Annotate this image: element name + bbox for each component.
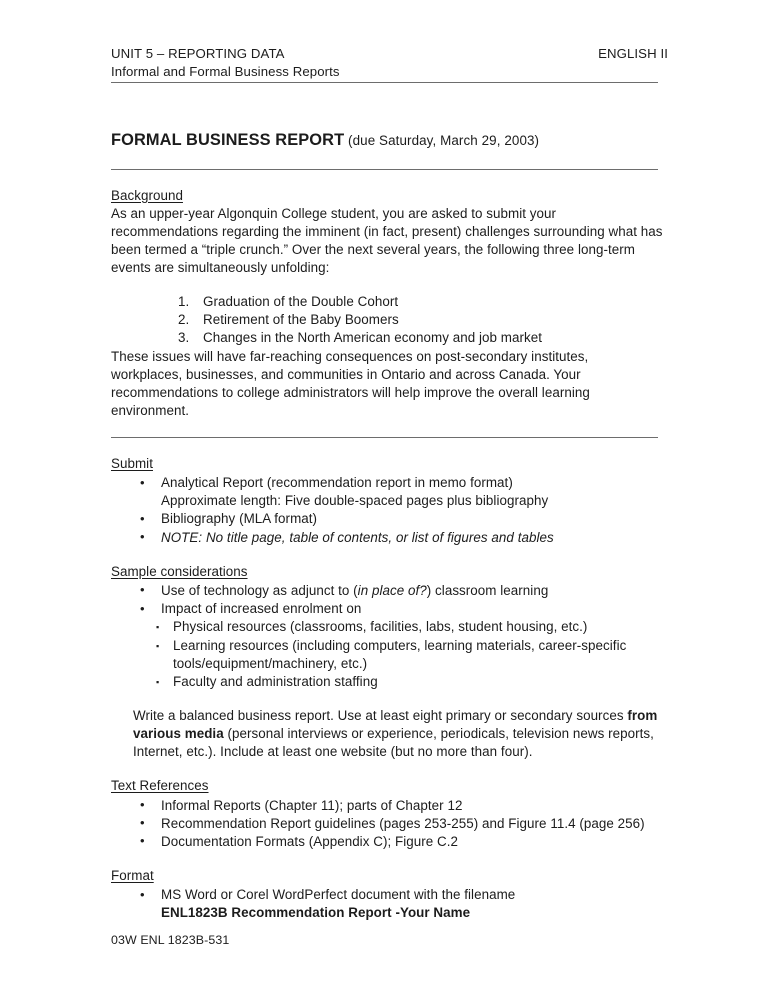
text-references-heading: Text References bbox=[111, 778, 209, 794]
header-course-title: ENGLISH II bbox=[598, 46, 668, 61]
bullet-icon: • bbox=[140, 833, 145, 849]
list-item-continuation: career-specific tools/equipment/machinery, etc.) bbox=[173, 637, 627, 671]
bullet-icon: • bbox=[140, 510, 145, 526]
document-header bbox=[111, 46, 668, 83]
page-title-due-date: (due Saturday, March 29, 2003) bbox=[344, 132, 540, 148]
list-item-label: Faculty and administration staffing bbox=[173, 673, 378, 689]
list-item-label: Impact of increased enrolment on bbox=[161, 601, 362, 617]
list-item bbox=[178, 329, 668, 347]
submit-heading-wrap bbox=[111, 455, 668, 473]
list-item bbox=[156, 637, 643, 673]
list-item bbox=[140, 833, 668, 851]
header-subtitle: Informal and Formal Business Reports bbox=[111, 63, 340, 79]
background-numbered-list bbox=[111, 293, 668, 348]
sample-considerations-list bbox=[111, 582, 668, 618]
list-item-label: Analytical Report (recommendation report in memo format) bbox=[161, 475, 513, 491]
background-paragraph: As an upper-year Algonquin College student, you are asked to submit your recommendations regarding the imminent (in fact, present) challenges surrounding what has been termed a “triple crunch.” Over the next several years, the following three long-term events are simultaneously unfolding: bbox=[111, 205, 663, 275]
header-top-row bbox=[111, 46, 668, 63]
background-consequences-paragraph: These issues will have far-reaching consequences on post-secondary institutes, workplaces, businesses, and communities in Ontario and across Canada. Your recommendations to college administrators will help improve the overall learning environment. bbox=[111, 348, 590, 418]
submit-heading: Submit bbox=[111, 455, 153, 471]
sample-considerations-sublist bbox=[111, 618, 668, 691]
list-item bbox=[140, 797, 668, 815]
document-footer bbox=[111, 932, 229, 948]
list-item-label: Learning resources (including computers, learning materials, bbox=[173, 637, 535, 653]
list-item-label-emphasis: in place of? bbox=[357, 582, 427, 598]
list-item-number: 3. bbox=[178, 330, 190, 346]
bullet-icon: • bbox=[140, 600, 145, 616]
text-references-list bbox=[111, 797, 668, 852]
section-background bbox=[111, 187, 668, 420]
list-item-label: Informal Reports (Chapter 11); parts of Chapter 12 bbox=[161, 797, 463, 813]
format-list bbox=[111, 886, 668, 922]
footer-course-code: 03W ENL 1823B-531 bbox=[111, 933, 230, 947]
list-item bbox=[140, 815, 668, 833]
list-item-number: 2. bbox=[178, 312, 190, 328]
list-item-label-pre: Use of technology as adjunct to ( bbox=[161, 582, 358, 598]
list-item-label: Graduation of the Double Cohort bbox=[203, 293, 399, 309]
header-divider bbox=[111, 82, 658, 83]
list-item-label: Documentation Formats (Appendix C); Figure C.2 bbox=[161, 833, 459, 849]
list-item bbox=[140, 886, 668, 922]
page-title bbox=[111, 130, 668, 151]
list-item-label: NOTE: No title page, table of contents, or list of figures and tables bbox=[161, 529, 554, 545]
list-item-label: MS Word or Corel WordPerfect document with the filename bbox=[161, 887, 516, 903]
section-balanced-report bbox=[111, 707, 668, 761]
bullet-icon: • bbox=[140, 582, 145, 598]
submit-list bbox=[111, 474, 668, 547]
title-divider bbox=[111, 169, 658, 170]
list-item bbox=[140, 529, 668, 547]
section-submit bbox=[111, 455, 668, 547]
list-item-label-post: ) classroom learning bbox=[426, 582, 549, 598]
format-heading: Format bbox=[111, 868, 154, 884]
bullet-icon: • bbox=[140, 815, 145, 831]
balanced-text-pre: Write a balanced business report. Use at least eight primary or secondary sources bbox=[133, 708, 628, 724]
list-item bbox=[156, 673, 643, 691]
list-item-label: Retirement of the Baby Boomers bbox=[203, 312, 399, 328]
balanced-report-paragraph bbox=[133, 707, 663, 761]
balanced-text-post: (personal interviews or experience, periodicals, television news reports, Internet, etc.). Include at least one website (but no more than four). bbox=[133, 726, 654, 760]
list-item bbox=[178, 293, 668, 311]
square-bullet-icon: ▪ bbox=[156, 676, 160, 687]
list-item bbox=[140, 600, 668, 618]
section-sample-considerations bbox=[111, 563, 668, 691]
list-item bbox=[140, 510, 668, 528]
page-title-main: FORMAL BUSINESS REPORT bbox=[111, 130, 345, 149]
square-bullet-icon: ▪ bbox=[156, 622, 160, 633]
section-text-references bbox=[111, 777, 668, 851]
text-references-heading-wrap bbox=[111, 777, 668, 795]
sample-heading-wrap bbox=[111, 563, 668, 581]
bullet-icon: • bbox=[140, 529, 145, 545]
background-heading-wrap bbox=[111, 187, 668, 205]
list-item-number: 1. bbox=[178, 293, 190, 309]
list-item-label: Physical resources (classrooms, facilities, labs, student housing, etc.) bbox=[173, 619, 588, 635]
list-item-label: Changes in the North American economy and job market bbox=[203, 330, 543, 346]
section-format bbox=[111, 867, 668, 923]
square-bullet-icon: ▪ bbox=[156, 640, 160, 651]
list-item-label: Bibliography (MLA format) bbox=[161, 511, 318, 527]
list-item-label: Recommendation Report guidelines (pages 253-255) and Figure 11.4 (page 256) bbox=[161, 815, 645, 831]
title-block bbox=[111, 130, 668, 170]
header-unit-title: UNIT 5 – REPORTING DATA bbox=[111, 46, 285, 61]
list-item bbox=[156, 618, 643, 636]
bullet-icon: • bbox=[140, 797, 145, 813]
list-item bbox=[140, 582, 668, 600]
list-item bbox=[178, 311, 668, 329]
sample-considerations-heading: Sample considerations bbox=[111, 563, 248, 579]
background-heading: Background bbox=[111, 187, 183, 203]
list-item-continuation: Approximate length: Five double-spaced pages plus bibliography bbox=[161, 493, 549, 509]
format-filename: ENL1823B Recommendation Report -Your Name bbox=[161, 905, 471, 921]
balanced-text-bold: from various media bbox=[133, 708, 658, 742]
section-divider bbox=[111, 437, 658, 438]
format-heading-wrap bbox=[111, 867, 668, 885]
bullet-icon: • bbox=[140, 886, 145, 902]
list-item bbox=[140, 474, 668, 510]
bullet-icon: • bbox=[140, 474, 145, 490]
